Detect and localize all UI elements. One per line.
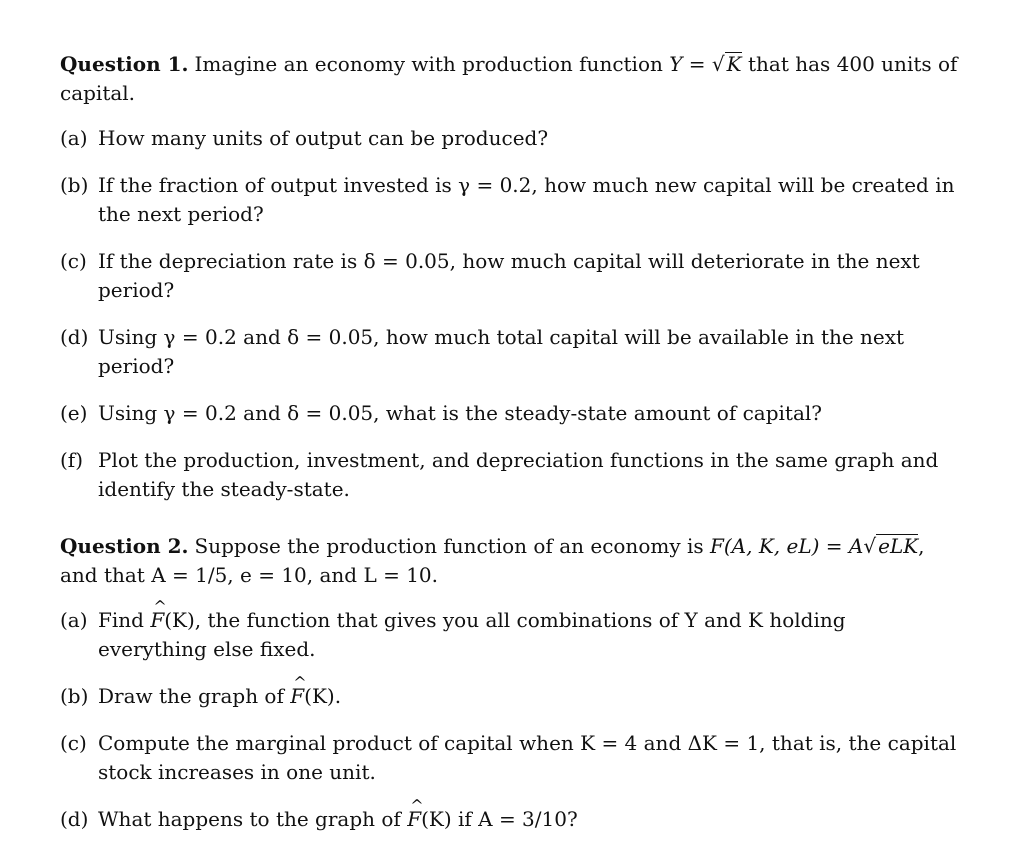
question-2-intro-text-a: Suppose the production function of an economy is <box>194 534 710 558</box>
part-text-pre: What happens to the graph of <box>98 807 408 831</box>
question-2-coef: A <box>848 534 864 558</box>
question-2-intro-text-b: , <box>918 534 925 558</box>
part-text: If the depreciation rate is δ = 0.05, how much capital will deteriorate in the next period? <box>98 249 920 302</box>
question-1-sqrt-arg: K <box>726 52 742 76</box>
question-2-part-d <box>60 805 960 834</box>
part-label: (a) <box>60 608 88 632</box>
part-text: Using γ = 0.2 and δ = 0.05, how much total capital will be available in the next period? <box>98 325 905 378</box>
question-1-part-a <box>60 124 960 153</box>
part-text: Using γ = 0.2 and δ = 0.05, what is the steady-state amount of capital? <box>98 401 822 425</box>
part-label: (d) <box>60 807 89 831</box>
part-label: (a) <box>60 126 88 150</box>
question-2-part-b <box>60 682 960 711</box>
part-text-post: (K) if A = 3/10? <box>421 807 578 831</box>
part-text <box>98 682 960 711</box>
part-text <box>98 606 960 664</box>
question-1-intro-text-b: that has 400 units of <box>741 52 958 76</box>
question-1-intro <box>60 50 960 79</box>
question-1-intro-text-a: Imagine an economy with production function <box>194 52 670 76</box>
question-1-part-c <box>60 247 960 305</box>
question-2-parts <box>60 606 960 834</box>
f-hat-symbol: ^ F <box>150 606 164 635</box>
sqrt-symbol-icon: √ <box>711 52 725 76</box>
part-label: (b) <box>60 684 89 708</box>
question-2-part-a <box>60 606 960 664</box>
part-text: How many units of output can be produced? <box>98 126 549 150</box>
question-2 <box>60 532 960 834</box>
question-1-intro-line-2: capital. <box>60 81 136 105</box>
part-text <box>98 729 960 787</box>
document-page <box>60 50 960 852</box>
question-1 <box>60 50 960 504</box>
part-text-pre: Draw the graph of <box>98 684 291 708</box>
part-text-post: (K). <box>304 684 342 708</box>
question-2-intro <box>60 532 960 561</box>
part-text: If the fraction of output invested is γ = 0.2, how much new capital will be created in the next period? <box>98 173 955 226</box>
f-hat-symbol: ^ F <box>290 682 304 711</box>
part-label: (b) <box>60 173 89 197</box>
part-label: (c) <box>60 731 87 755</box>
question-1-math-eq: = <box>682 52 712 76</box>
question-1-part-b <box>60 171 960 229</box>
question-1-part-f <box>60 446 960 504</box>
question-1-heading: Question 1. <box>60 52 189 76</box>
sqrt-symbol-icon: √ <box>863 534 877 558</box>
f-hat-symbol: ^ F <box>407 805 421 834</box>
part-label: (e) <box>60 401 88 425</box>
question-2-func: F(A, K, eL) <box>710 534 820 558</box>
part-text-post: (K), the function that gives you all combinations of Y and K holding everything else fixed. <box>98 608 846 661</box>
part-label: (f) <box>60 448 84 472</box>
part-text <box>98 805 960 834</box>
question-2-intro-line-2: and that A = 1/5, e = 10, and L = 10. <box>60 563 439 587</box>
question-2-math-eq: = <box>819 534 849 558</box>
question-1-math-lhs: Y <box>669 52 683 76</box>
question-2-heading: Question 2. <box>60 534 189 558</box>
part-text: Plot the production, investment, and depreciation functions in the same graph and identify the steady-state. <box>98 448 939 501</box>
question-2-part-c <box>60 729 960 787</box>
question-1-part-d <box>60 323 960 381</box>
part-label: (d) <box>60 325 89 349</box>
part-text-pre: Find <box>98 608 151 632</box>
part-label: (c) <box>60 249 87 273</box>
question-2-sqrt-arg: eLK <box>878 534 919 558</box>
question-1-part-e <box>60 399 960 428</box>
part-text-post: Compute the marginal product of capital when K = 4 and ΔK = 1, that is, the capital stock increases in one unit. <box>98 731 957 784</box>
question-1-parts <box>60 124 960 504</box>
